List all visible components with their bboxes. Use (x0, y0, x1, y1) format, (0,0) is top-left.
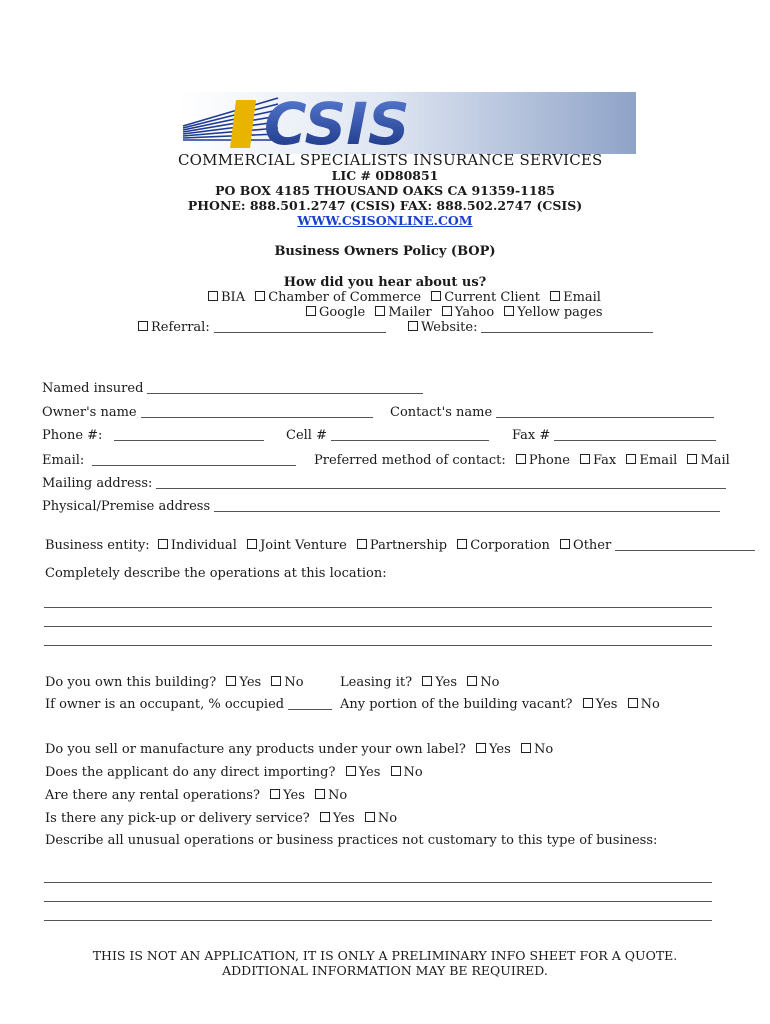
option-bia[interactable]: BIA (208, 290, 245, 305)
importing-question: Does the applicant do any direct importing? Yes No (45, 765, 423, 780)
option-email[interactable]: Email (550, 290, 601, 305)
option-yahoo[interactable]: Yahoo (442, 305, 494, 320)
occupied-line[interactable] (288, 709, 332, 710)
vacant-yes[interactable]: Yes (583, 697, 618, 712)
company-name: COMMERCIAL SPECIALISTS INSURANCE SERVICES (178, 151, 603, 169)
checkbox[interactable] (138, 321, 148, 331)
own-yes[interactable]: Yes (226, 675, 261, 690)
contact-fax-option[interactable]: Fax (580, 453, 616, 468)
referral-field[interactable]: Referral: (138, 320, 386, 335)
entity-other[interactable]: Other (560, 538, 755, 553)
checkbox[interactable] (320, 812, 330, 822)
checkbox[interactable] (208, 291, 218, 301)
physical-address-field[interactable]: Physical/Premise address (42, 499, 720, 514)
checkbox[interactable] (391, 766, 401, 776)
occupied-question[interactable]: If owner is an occupant, % occupied (45, 697, 332, 712)
checkbox[interactable] (306, 306, 316, 316)
checkbox[interactable] (271, 676, 281, 686)
products-no[interactable]: No (521, 742, 553, 757)
entity-partnership[interactable]: Partnership (357, 538, 447, 553)
checkbox[interactable] (687, 454, 697, 464)
option-google[interactable]: Google (306, 305, 365, 320)
referral-options-row2 (306, 305, 609, 320)
preferred-contact-field: Preferred method of contact: Phone Fax Email Mail (314, 453, 730, 468)
contact-phone-option[interactable]: Phone (516, 453, 570, 468)
phone-line[interactable] (114, 440, 264, 441)
own-no[interactable]: No (271, 675, 303, 690)
checkbox[interactable] (315, 789, 325, 799)
checkbox[interactable] (550, 291, 560, 301)
checkbox[interactable] (626, 454, 636, 464)
checkbox[interactable] (580, 454, 590, 464)
unusual-line-1[interactable] (44, 882, 712, 883)
products-yes[interactable]: Yes (476, 742, 511, 757)
contact-mail-option[interactable]: Mail (687, 453, 729, 468)
checkbox[interactable] (467, 676, 477, 686)
checkbox[interactable] (431, 291, 441, 301)
checkbox[interactable] (516, 454, 526, 464)
phone-fax-header: PHONE: 888.501.2747 (CSIS) FAX: 888.502.2747 (CSIS) (187, 198, 583, 213)
unusual-line-2[interactable] (44, 901, 712, 902)
disclaimer-line-2: ADDITIONAL INFORMATION MAY BE REQUIRED. (222, 963, 548, 978)
form-title: Business Owners Policy (BOP) (274, 244, 496, 259)
email-field[interactable]: Email: (42, 453, 296, 468)
option-current-client[interactable]: Current Client (431, 290, 540, 305)
operations-line-1[interactable] (44, 607, 712, 608)
entity-individual[interactable]: Individual (158, 538, 237, 553)
referral-question: How did you hear about us? (283, 275, 487, 290)
checkbox[interactable] (476, 743, 486, 753)
checkbox[interactable] (521, 743, 531, 753)
leasing-no[interactable]: No (467, 675, 499, 690)
importing-no[interactable]: No (391, 765, 423, 780)
logo-graphic (178, 92, 636, 154)
owners-name-field[interactable]: Owner's name (42, 405, 373, 420)
mailing-address-line[interactable] (156, 488, 726, 489)
checkbox[interactable] (408, 321, 418, 331)
checkbox[interactable] (226, 676, 236, 686)
checkbox[interactable] (365, 812, 375, 822)
option-yellow-pages[interactable]: Yellow pages (504, 305, 602, 320)
delivery-yes[interactable]: Yes (320, 811, 355, 826)
checkbox[interactable] (346, 766, 356, 776)
leasing-yes[interactable]: Yes (422, 675, 457, 690)
rental-question: Are there any rental operations? Yes No (45, 788, 348, 803)
referral-input-line[interactable] (214, 332, 386, 333)
referral-options-row1 (208, 290, 607, 305)
vacant-no[interactable]: No (628, 697, 660, 712)
license-number: LIC # 0D80851 (331, 168, 439, 183)
owners-name-line[interactable] (141, 417, 373, 418)
disclaimer-line-1: THIS IS NOT AN APPLICATION, IT IS ONLY A PRELIMINARY INFO SHEET FOR A QUOTE. (92, 948, 678, 963)
checkbox[interactable] (628, 698, 638, 708)
named-insured-field[interactable]: Named insured (42, 381, 423, 396)
checkbox[interactable] (247, 539, 257, 549)
checkbox[interactable] (158, 539, 168, 549)
website-field[interactable]: Website: (408, 320, 653, 335)
phone-field[interactable]: Phone #: (42, 428, 264, 443)
entity-joint-venture[interactable]: Joint Venture (247, 538, 347, 553)
checkbox[interactable] (504, 306, 514, 316)
option-chamber[interactable]: Chamber of Commerce (255, 290, 421, 305)
cell-line[interactable] (331, 440, 489, 441)
own-building-question: Do you own this building? Yes No (45, 675, 304, 690)
operations-line-2[interactable] (44, 626, 712, 627)
delivery-question: Is there any pick-up or delivery service? Yes No (45, 811, 398, 826)
checkbox[interactable] (255, 291, 265, 301)
mailing-address-field[interactable]: Mailing address: (42, 476, 726, 491)
fax-line[interactable] (554, 440, 716, 441)
checkbox[interactable] (583, 698, 593, 708)
importing-yes[interactable]: Yes (346, 765, 381, 780)
unusual-line-3[interactable] (44, 920, 712, 921)
checkbox[interactable] (357, 539, 367, 549)
vacant-question: Any portion of the building vacant? Yes No (340, 697, 660, 712)
checkbox[interactable] (560, 539, 570, 549)
rental-no[interactable]: No (315, 788, 347, 803)
rental-yes[interactable]: Yes (270, 788, 305, 803)
email-line[interactable] (92, 465, 296, 466)
operations-label: Completely describe the operations at this location: (45, 566, 387, 581)
contacts-name-field[interactable]: Contact's name (390, 405, 714, 420)
leasing-question: Leasing it? Yes No (340, 675, 500, 690)
option-mailer[interactable]: Mailer (375, 305, 431, 320)
contact-email-option[interactable]: Email (626, 453, 677, 468)
website-link[interactable]: WWW.CSISONLINE.COM (297, 213, 473, 228)
checkbox[interactable] (270, 789, 280, 799)
delivery-no[interactable]: No (365, 811, 397, 826)
fax-field[interactable]: Fax # (512, 428, 716, 443)
checkbox[interactable] (422, 676, 432, 686)
company-logo (178, 92, 636, 154)
checkbox[interactable] (457, 539, 467, 549)
entity-other-line[interactable] (615, 550, 755, 551)
mailing-address-header: PO BOX 4185 THOUSAND OAKS CA 91359-1185 (215, 183, 555, 198)
checkbox[interactable] (375, 306, 385, 316)
website-input-line[interactable] (481, 332, 653, 333)
operations-line-3[interactable] (44, 645, 712, 646)
physical-address-line[interactable] (214, 511, 720, 512)
unusual-operations-label: Describe all unusual operations or business practices not customary to this type of business: (45, 833, 658, 848)
business-entity-field: Business entity: Individual Joint Venture Partnership Corporation Other (45, 538, 755, 553)
entity-corporation[interactable]: Corporation (457, 538, 550, 553)
products-question: Do you sell or manufacture any products under your own label? Yes No (45, 742, 554, 757)
named-insured-line[interactable] (147, 393, 423, 394)
checkbox[interactable] (442, 306, 452, 316)
contacts-name-line[interactable] (496, 417, 714, 418)
svg-text:CSIS: CSIS (264, 92, 410, 154)
cell-field[interactable]: Cell # (286, 428, 489, 443)
